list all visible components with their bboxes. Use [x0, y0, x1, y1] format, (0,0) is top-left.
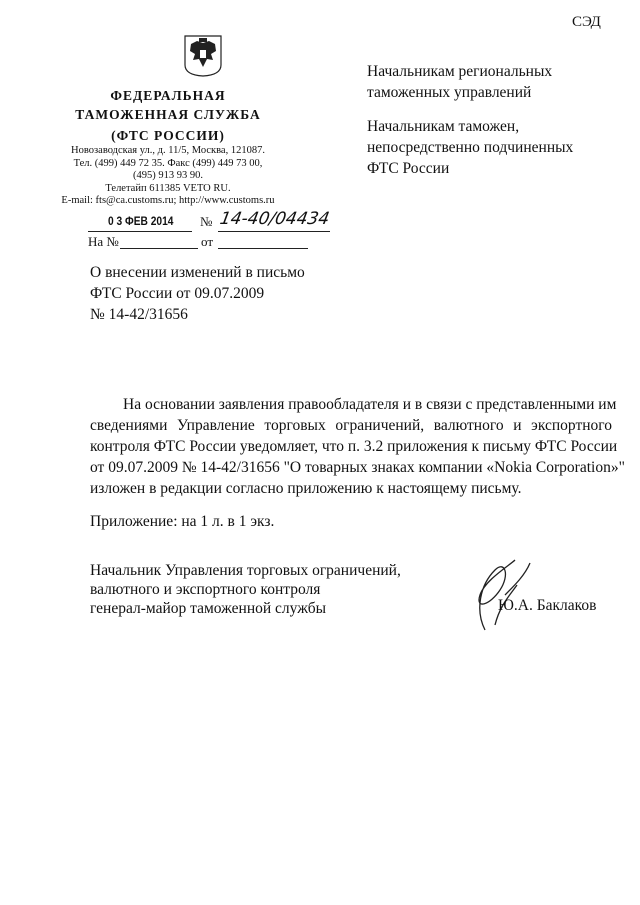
registration-line	[88, 209, 348, 234]
subject-line: № 14-42/31656	[90, 306, 188, 323]
registration-number: 14-40/04434	[218, 209, 331, 229]
sed-stamp: СЭД	[572, 14, 601, 30]
date-underline	[88, 231, 192, 232]
address-line: Новозаводская ул., д. 11/5, Москва, 121087.	[71, 145, 265, 156]
letter-body	[90, 394, 625, 499]
org-line: (ФТС РОССИИ)	[111, 128, 225, 143]
subject-line: ФТС России от 09.07.2009	[90, 285, 265, 302]
recipient-line: непосредственно подчиненных	[367, 139, 574, 156]
body-line: сведениями Управление торговых ограничений, валютного и экспортного	[90, 417, 612, 434]
organization-address	[60, 145, 276, 208]
signatory-line: валютного и экспортного контроля	[90, 581, 321, 598]
registration-date: 0 3 ФЕВ 2014	[108, 214, 174, 228]
body-line: от 09.07.2009 № 14-42/31656 "О товарных знаках компании «Nokia Corporation»"	[90, 459, 625, 476]
org-line: ТАМОЖЕННАЯ СЛУЖБА	[75, 107, 261, 122]
letter-subject	[90, 262, 305, 325]
ref-number-underline	[120, 248, 198, 249]
recipient-line: таможенных управлений	[367, 84, 532, 101]
recipient-line: Начальникам таможен,	[367, 118, 520, 135]
ref-date-underline	[218, 248, 308, 249]
reference-line	[88, 234, 318, 250]
attachment-note: Приложение: на 1 л. в 1 экз.	[90, 513, 275, 530]
ref-from-label: от	[201, 234, 214, 249]
signatory-line: генерал-майор таможенной службы	[90, 600, 326, 617]
signatory-title	[90, 561, 401, 618]
body-line: На основании заявления правообладателя и в связи с представленными им	[123, 396, 617, 413]
subject-line: О внесении изменений в письмо	[90, 264, 305, 281]
recipient-line: ФТС России	[367, 160, 450, 177]
signatory-name: Ю.А. Баклаков	[498, 597, 597, 614]
coat-of-arms-icon	[183, 35, 223, 77]
body-line: изложен в редакции согласно приложению к настоящему письму.	[90, 480, 522, 497]
ref-label: На №	[88, 234, 119, 249]
org-line: ФЕДЕРАЛЬНАЯ	[110, 88, 226, 103]
signatory-line: Начальник Управления торговых ограничений,	[90, 562, 401, 579]
body-line: контроля ФТС России уведомляет, что п. 3.2 приложения к письму ФТС России	[90, 438, 618, 455]
number-underline	[218, 231, 330, 232]
address-line: (495) 913 93 90.	[133, 170, 203, 181]
address-line: Телетайп 611385 VETO RU.	[105, 182, 231, 194]
recipients	[367, 61, 573, 179]
recipient-line: Начальникам региональных	[367, 63, 553, 80]
address-line: E-mail: fts@ca.customs.ru; http://www.customs.ru	[61, 195, 275, 206]
number-sign: №	[200, 214, 213, 229]
address-line: Тел. (499) 449 72 35. Факс (499) 449 73 00,	[73, 157, 263, 169]
organization-name	[60, 86, 276, 145]
